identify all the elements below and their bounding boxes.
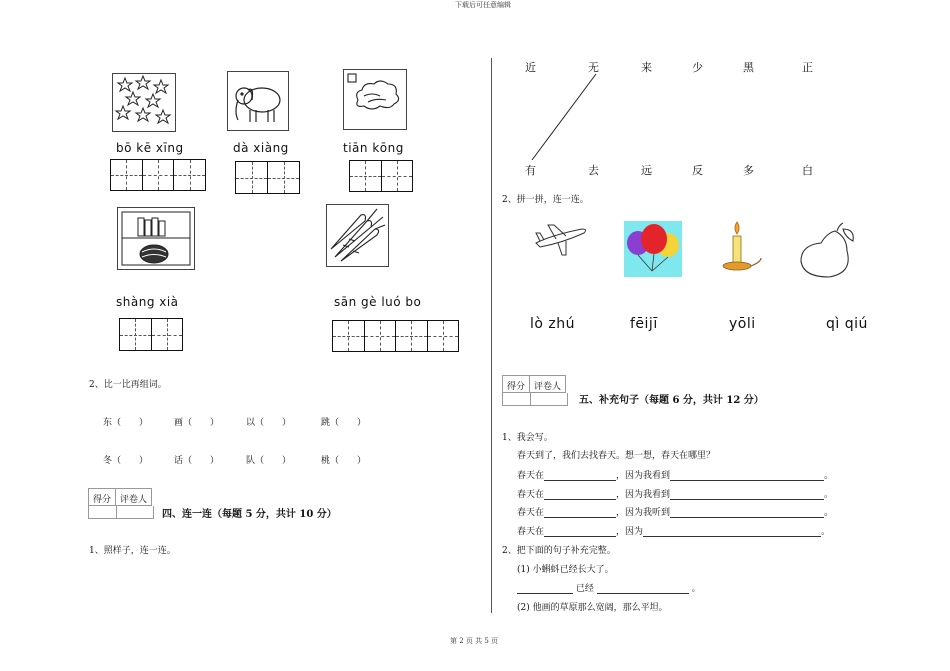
balloons-icon [624,221,682,277]
fill-line-1[interactable]: 春天在 ，因为我看到 。 [517,471,834,481]
score-label: 得分 [89,489,116,505]
compare-item[interactable]: 以（ ） [246,418,292,428]
match-bottom-char[interactable]: 多 [743,164,754,177]
score-input-row[interactable] [502,393,568,406]
pinyin-da-xiang: dà xiàng [233,141,289,155]
header-note: 下载后可任意编辑 [455,1,511,9]
pinyin-airplane[interactable]: fēijī [630,316,658,332]
match-top-char[interactable]: 近 [525,61,536,74]
score-label: 得分 [503,376,530,392]
shelf-icon [118,208,194,269]
match-top-char[interactable]: 来 [641,61,652,74]
section5-title: 五、补充句子（每题 6 分，共计 12 分） [579,395,764,406]
pinyin-bo-ke-xing: bō kē xīng [116,141,184,155]
match-bottom-char[interactable]: 去 [588,164,599,177]
balloons-picture [624,221,682,277]
elephant-picture [227,71,289,131]
writing-grid-2[interactable] [349,160,413,192]
pinyin-candle[interactable]: lò zhú [530,316,575,332]
grader-label: 评卷人 [120,495,148,505]
fill-line-2[interactable]: 春天在 ，因为我看到 。 [517,490,834,500]
match-bottom-char[interactable]: 有 [525,164,536,177]
section5-q2: 2、把下面的句子补充完整。 [502,546,616,556]
section5-q1: 1、我会写。 [502,433,553,443]
elephant-icon [228,72,288,130]
spring-intro: 春天到了，我们去找春天。想一想，春天在哪里？ [517,451,716,461]
match-bottom-char[interactable]: 远 [641,164,652,177]
carrots-picture [326,204,389,267]
sentence-1-fill[interactable]: 已经 。 [517,581,701,594]
candle-icon [717,218,765,280]
compare-item[interactable]: 冬（ ） [103,456,149,466]
q2-pinyin-connect: 2、拼一拼，连一连。 [502,195,589,205]
carrots-icon [327,205,388,266]
compare-item[interactable]: 画（ ） [174,418,220,428]
fill-line-4[interactable]: 春天在 ，因为 。 [517,527,831,537]
writing-grid-2[interactable] [235,161,300,194]
match-bottom-char[interactable]: 反 [692,164,703,177]
column-divider [491,58,492,613]
cloud-picture [343,69,407,130]
compare-question: 2、比一比再组词。 [89,380,167,390]
section4-q1: 1、照样子，连一连。 [89,546,176,556]
pinyin-shang-xia: shàng xià [116,295,179,309]
match-top-char[interactable]: 无 [588,61,599,74]
pinyin-tian-kong: tiān kōng [343,141,404,155]
pinyin-pear[interactable]: yōli [729,316,756,332]
sentence-1: (1) 小蝌蚪已经长大了。 [517,565,614,575]
pear-icon [797,221,859,283]
section4-title: 四、连一连（每题 5 分，共计 10 分） [162,509,337,520]
page-number: 第 2 页 共 5 页 [450,637,499,645]
pinyin-san-ge-luo-bo: sān gè luó bo [334,295,422,309]
stars-picture [112,73,176,132]
match-top-char[interactable]: 正 [802,61,813,74]
match-bottom-char[interactable]: 白 [802,164,813,177]
writing-grid-4[interactable] [332,320,459,352]
example-connect-line [520,70,600,165]
score-input-row[interactable] [88,506,154,519]
stars-icon [113,74,175,131]
grader-label: 评卷人 [534,382,562,392]
compare-item[interactable]: 东（ ） [103,418,149,428]
sentence-2: (2) 他画的草原那么宽阔，那么平坦。 [517,603,668,613]
pinyin-balloon[interactable]: qì qiú [826,316,868,332]
airplane-icon [532,221,590,259]
match-top-char[interactable]: 黑 [743,61,754,74]
cloud-icon [344,70,406,129]
score-box [502,375,566,393]
compare-item[interactable]: 跳（ ） [321,418,367,428]
compare-item[interactable]: 队（ ） [246,456,292,466]
writing-grid-3[interactable] [110,159,206,191]
compare-item[interactable]: 话（ ） [174,456,220,466]
compare-item[interactable]: 桃（ ） [321,456,367,466]
score-box [88,488,152,506]
writing-grid-2[interactable] [119,318,183,351]
shelf-picture [117,207,195,270]
fill-line-3[interactable]: 春天在 ，因为我听到 。 [517,508,834,518]
match-top-char[interactable]: 少 [692,61,703,74]
